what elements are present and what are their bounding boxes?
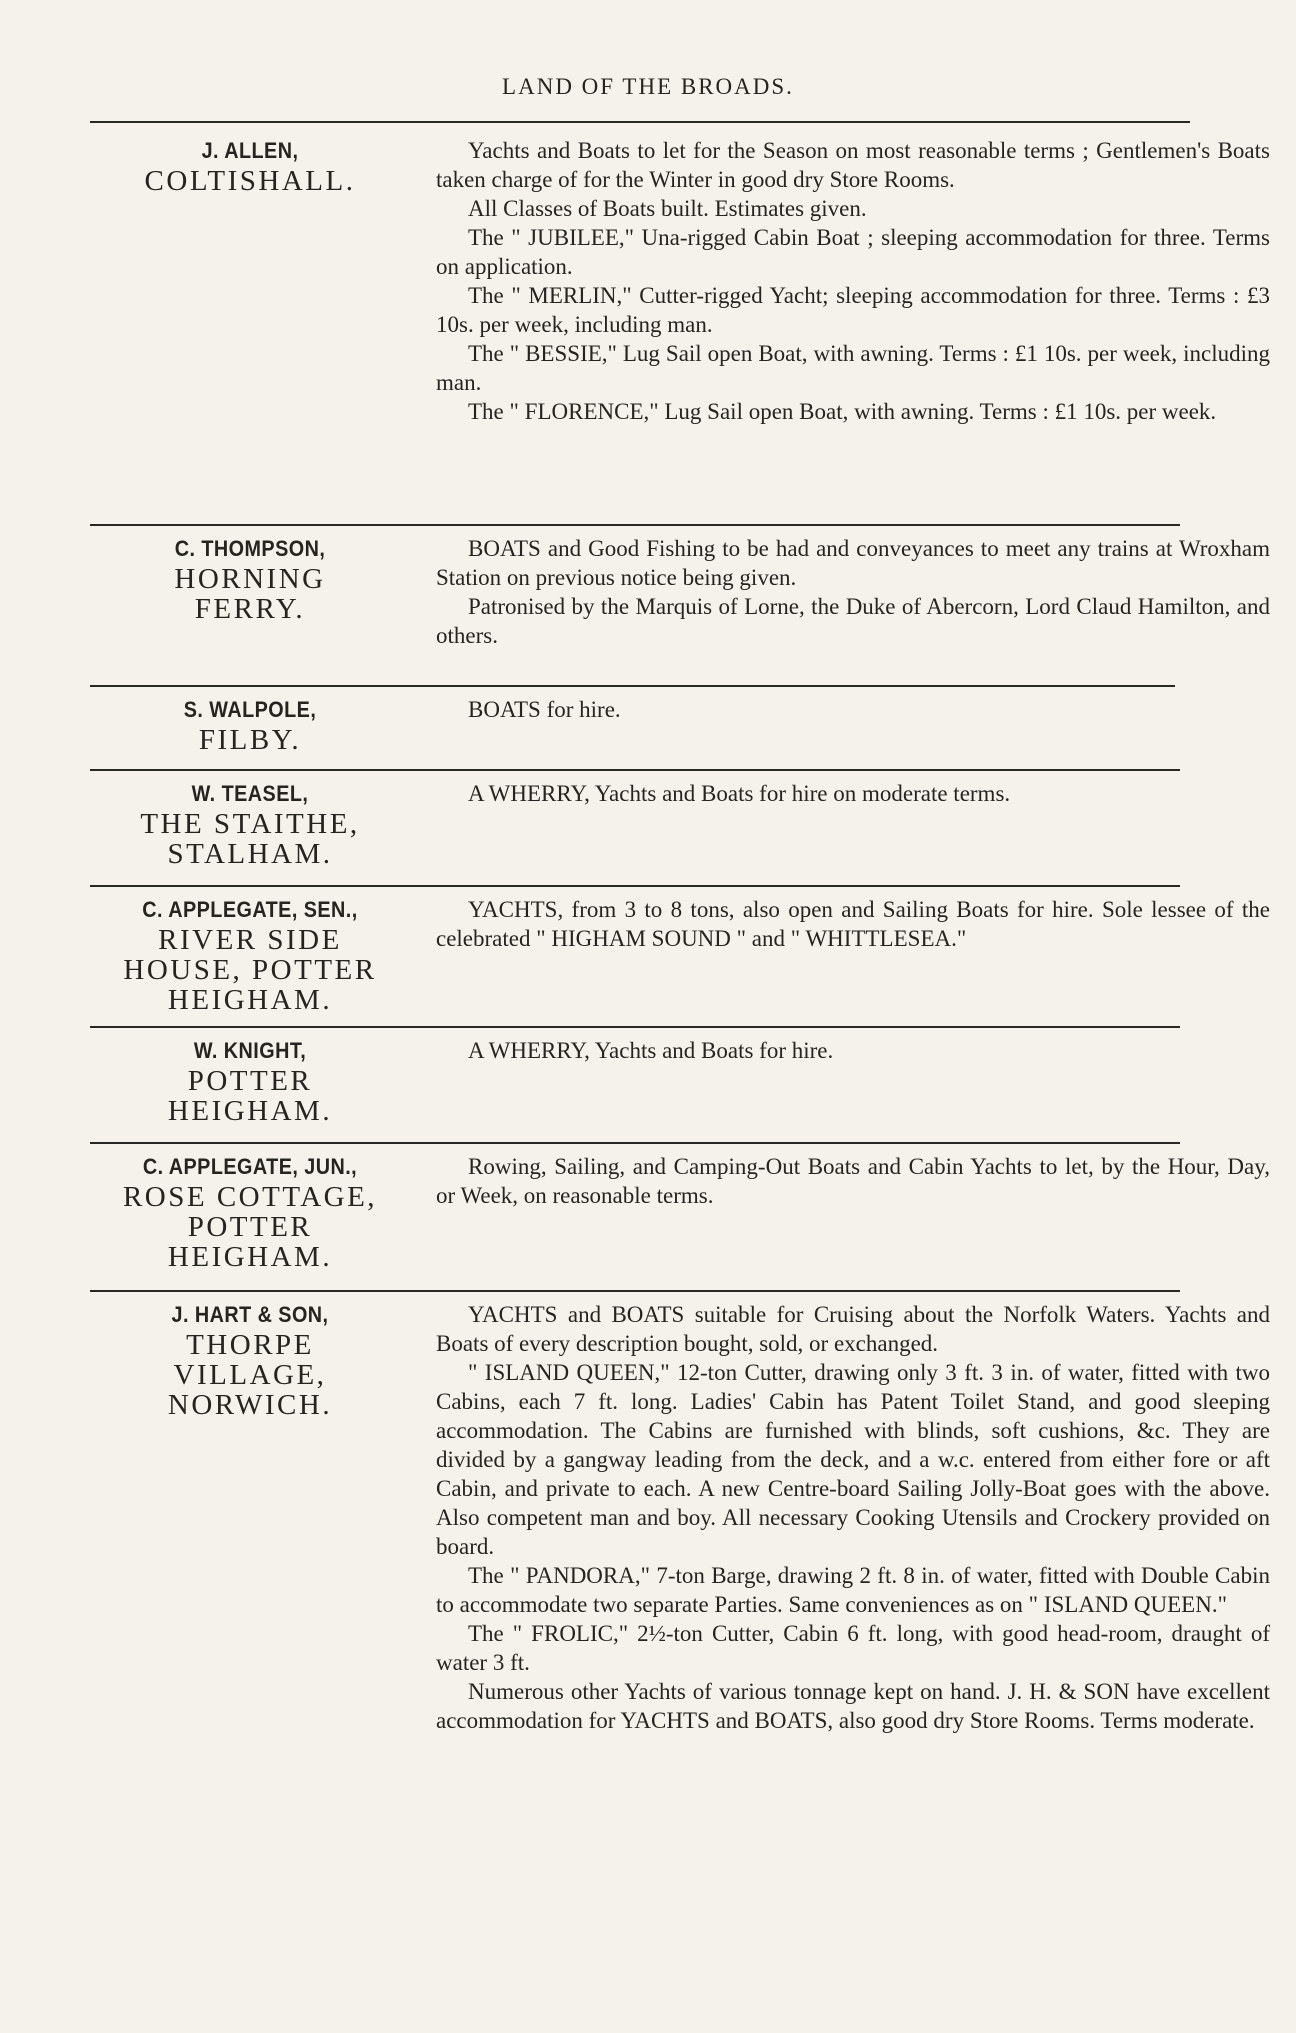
- advertiser-block: [82, 1152, 418, 1272]
- description-paragraph: The " MERLIN," Cutter-rigged Yacht; sleeping accommodation for three. Terms : £3 10s. per week, including man.: [436, 283, 1270, 337]
- advertiser-place: POTTER: [187, 1211, 313, 1243]
- entry-description: [436, 136, 1270, 426]
- divider-rule: [90, 769, 1180, 771]
- description-paragraph: A WHERRY, Yachts and Boats for hire.: [468, 1038, 834, 1063]
- entry-description: [436, 779, 1270, 808]
- description-paragraph: A WHERRY, Yachts and Boats for hire on moderate terms.: [468, 781, 1011, 806]
- description-paragraph: The " FROLIC," 2½-ton Cutter, Cabin 6 ft. long, with good head-room, draught of water 3 ft.: [436, 1621, 1270, 1675]
- advertiser-place: STALHAM.: [167, 838, 333, 870]
- description-paragraph: Yachts and Boats to let for the Season on most reasonable terms ; Gentlemen's Boats taken charge of for the Winter in good dry Store Rooms.: [436, 138, 1270, 192]
- entry-description: [436, 1036, 1270, 1065]
- advertiser-place: COLTISHALL.: [144, 165, 356, 197]
- description-paragraph: All Classes of Boats built. Estimates given.: [468, 196, 867, 221]
- divider-rule: [90, 524, 1180, 526]
- description-paragraph: Patronised by the Marquis of Lorne, the Duke of Abercorn, Lord Claud Hamilton, and others.: [436, 594, 1270, 648]
- advertiser-place: THORPE: [186, 1329, 314, 1361]
- divider-rule: [90, 885, 1180, 887]
- divider-rule: [90, 1290, 1180, 1292]
- divider-rule: [90, 685, 1175, 687]
- entry-description: [436, 534, 1270, 650]
- advertiser-block: [82, 1300, 418, 1420]
- advertiser-block: [82, 695, 418, 755]
- description-paragraph: " ISLAND QUEEN," 12-ton Cutter, drawing only 3 ft. 3 in. of water, fitted with two Cabins, each 7 ft. long. Ladies' Cabin has Patent Toilet Stand, and good sleeping accommodation. The Cabins are furnished with blinds, soft cushions, &c. They are divided by a gangway leading from the deck, and a w.c. entered from either fore or aft Cabin, and private to each. A new Centre-board Sailing Jolly-Boat goes with the above. Also competent man and boy. All necessary Cooking Utensils and Crockery provided on board.: [436, 1360, 1270, 1559]
- advertiser-place: HORNING: [174, 563, 326, 595]
- advertiser-place: POTTER: [187, 1065, 313, 1097]
- divider-rule: [90, 1142, 1180, 1144]
- advertiser-name: C. APPLEGATE, JUN.,: [142, 1154, 358, 1179]
- advertiser-name: C. APPLEGATE, SEN.,: [142, 897, 358, 922]
- advertiser-name: W. TEASEL,: [191, 781, 309, 806]
- advertiser-place: HEIGHAM.: [167, 1095, 333, 1127]
- description-paragraph: BOATS and Good Fishing to be had and conveyances to meet any trains at Wroxham Station on previous notice being given.: [436, 536, 1270, 590]
- advertiser-block: [82, 779, 418, 869]
- description-paragraph: The " BESSIE," Lug Sail open Boat, with awning. Terms : £1 10s. per week, including man.: [436, 341, 1270, 395]
- description-paragraph: YACHTS and BOATS suitable for Cruising about the Norfolk Waters. Yachts and Boats of every description bought, sold, or exchanged.: [436, 1302, 1270, 1356]
- advertiser-place: HEIGHAM.: [167, 984, 333, 1016]
- entry-description: [436, 695, 1270, 724]
- advertiser-block: [82, 1036, 418, 1126]
- description-paragraph: The " JUBILEE," Una-rigged Cabin Boat ; sleeping accommodation for three. Terms on application.: [436, 225, 1270, 279]
- description-paragraph: BOATS for hire.: [468, 697, 621, 722]
- description-paragraph: Numerous other Yachts of various tonnage kept on hand. J. H. & SON have excellent accommodation for YACHTS and BOATS, also good dry Store Rooms. Terms moderate.: [436, 1679, 1270, 1733]
- advertiser-block: [82, 136, 418, 196]
- advertiser-block: [82, 534, 418, 624]
- advertiser-name: J. HART & SON,: [171, 1302, 329, 1327]
- entry-description: [436, 895, 1270, 953]
- advertiser-place: THE STAITHE,: [140, 808, 360, 840]
- advertiser-name: J. ALLEN,: [201, 138, 299, 163]
- advertiser-name: C. THOMPSON,: [174, 536, 326, 561]
- advertiser-place: RIVER SIDE: [158, 924, 342, 956]
- page-header: LAND OF THE BROADS.: [502, 74, 794, 99]
- description-paragraph: Rowing, Sailing, and Camping-Out Boats and Cabin Yachts to let, by the Hour, Day, or Week, on reasonable terms.: [436, 1154, 1270, 1208]
- description-paragraph: YACHTS, from 3 to 8 tons, also open and Sailing Boats for hire. Sole lessee of the celebrated " HIGHAM SOUND " and " WHITTLESEA.": [436, 897, 1270, 951]
- entry-description: [436, 1152, 1270, 1210]
- advertiser-place: HEIGHAM.: [167, 1241, 333, 1273]
- advertiser-place: FERRY.: [194, 593, 306, 625]
- divider-rule: [90, 121, 1190, 123]
- advertiser-place: VILLAGE,: [173, 1359, 327, 1391]
- entry-description: [436, 1300, 1270, 1735]
- advertiser-place: ROSE COTTAGE,: [122, 1181, 378, 1213]
- advertiser-block: [82, 895, 418, 1015]
- description-paragraph: The " PANDORA," 7-ton Barge, drawing 2 ft. 8 in. of water, fitted with Double Cabin to accommodate two separate Parties. Same conveniences as on " ISLAND QUEEN.": [436, 1563, 1270, 1617]
- advertiser-place: NORWICH.: [167, 1389, 333, 1421]
- description-paragraph: The " FLORENCE," Lug Sail open Boat, with awning. Terms : £1 10s. per week.: [468, 399, 1217, 424]
- advertiser-name: S. WALPOLE,: [183, 697, 317, 722]
- advertiser-place: HOUSE, POTTER: [123, 954, 377, 986]
- advertiser-name: W. KNIGHT,: [193, 1038, 307, 1063]
- advertiser-place: FILBY.: [198, 724, 302, 756]
- divider-rule: [90, 1026, 1180, 1028]
